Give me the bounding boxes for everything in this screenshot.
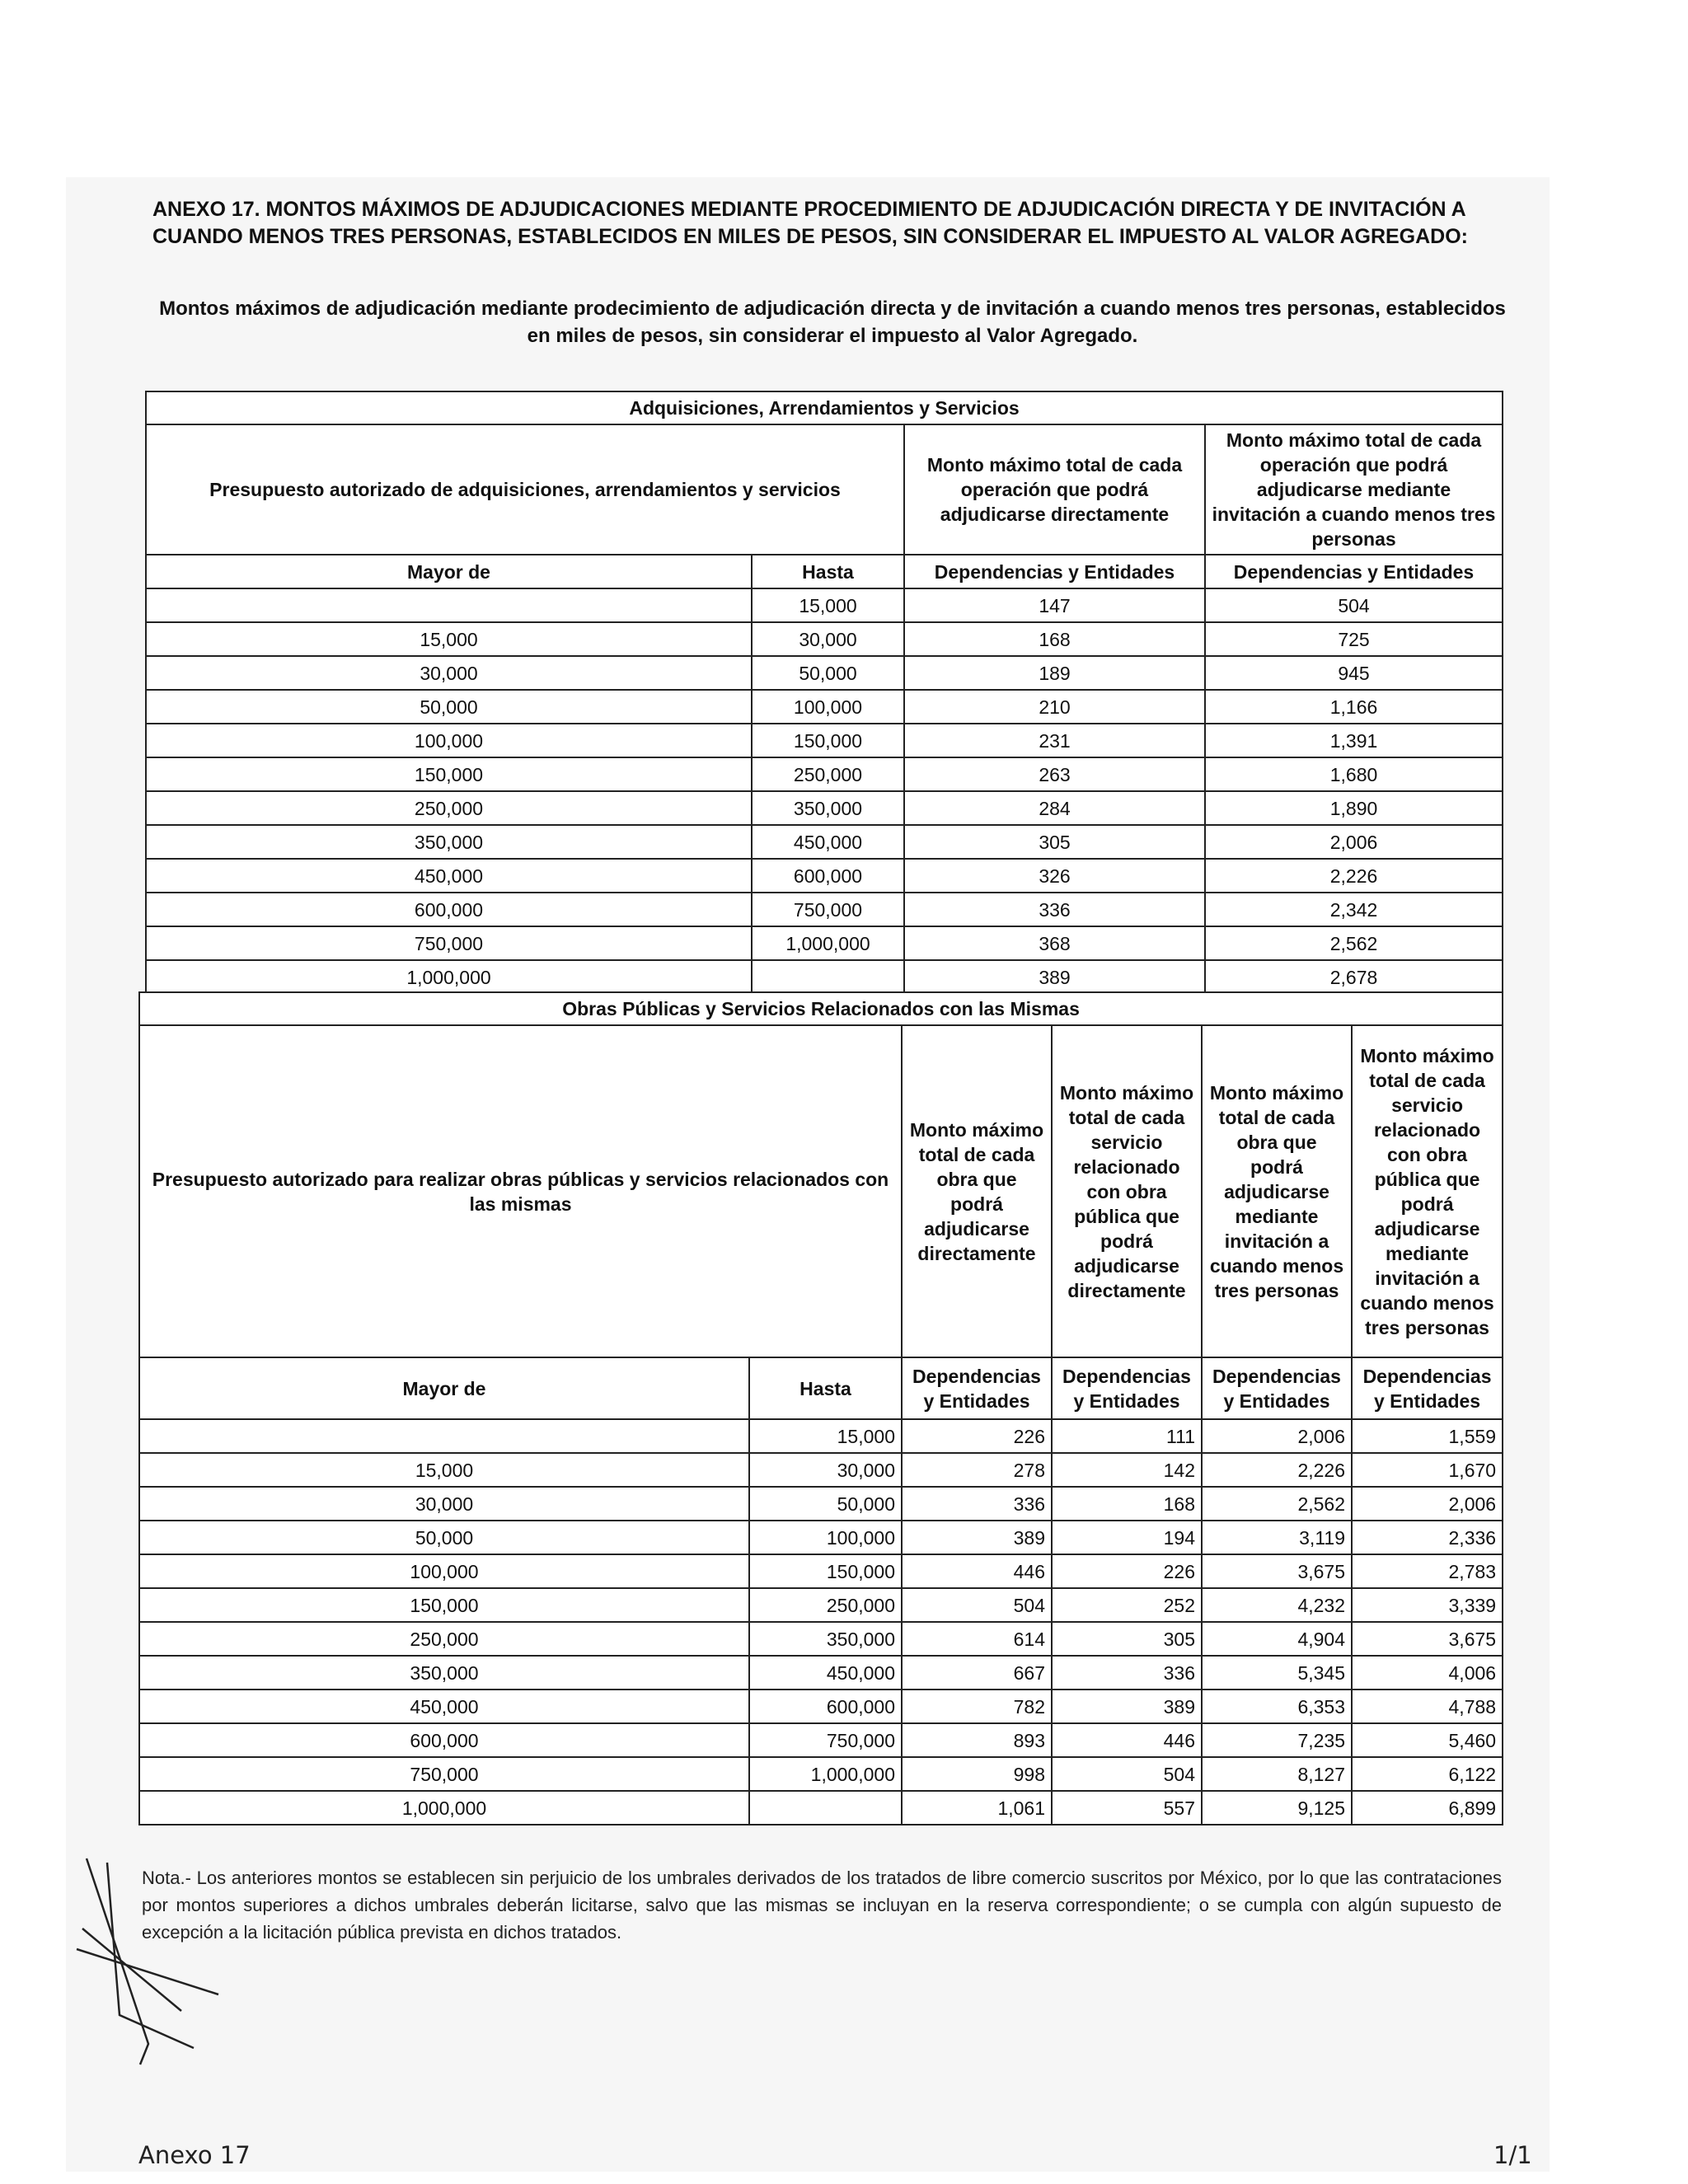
public-works-row-obra-inv-cell: 6,353 <box>1202 1690 1352 1723</box>
public-works-row <box>139 1757 1503 1791</box>
public-works-row-mayor-cell: 15,000 <box>139 1453 749 1487</box>
acquisitions-row-hasta-cell: 350,000 <box>752 791 904 825</box>
public-works-row-obra-inv-cell: 3,119 <box>1202 1521 1352 1554</box>
public-works-row-serv-inv-cell: 5,460 <box>1352 1723 1503 1757</box>
acquisitions-row <box>146 926 1503 960</box>
public-works-row-obra-direct-cell: 226 <box>902 1419 1052 1453</box>
public-works-mayor-de-header: Mayor de <box>139 1357 749 1419</box>
public-works-row <box>139 1723 1503 1757</box>
acquisitions-row-invitation-cell: 2,678 <box>1205 960 1503 994</box>
public-works-row-obra-inv-cell: 7,235 <box>1202 1723 1352 1757</box>
public-works-row <box>139 1622 1503 1656</box>
public-works-hasta-header: Hasta <box>749 1357 902 1419</box>
footer-label: Anexo 17 <box>138 2141 251 2169</box>
acquisitions-row <box>146 757 1503 791</box>
public-works-row-obra-inv-cell: 3,675 <box>1202 1554 1352 1588</box>
public-works-row <box>139 1588 1503 1622</box>
public-works-row-obra-direct-cell: 998 <box>902 1757 1052 1791</box>
acquisitions-row-hasta-cell: 1,000,000 <box>752 926 904 960</box>
acquisitions-row-hasta-cell: 100,000 <box>752 690 904 724</box>
public-works-row-mayor-cell: 150,000 <box>139 1588 749 1622</box>
public-works-row-obra-inv-cell: 2,562 <box>1202 1487 1352 1521</box>
public-works-row-mayor-cell: 30,000 <box>139 1487 749 1521</box>
acquisitions-row-invitation-cell: 1,391 <box>1205 724 1503 757</box>
public-works-row-hasta-cell: 350,000 <box>749 1622 902 1656</box>
acquisitions-row-invitation-cell: 2,226 <box>1205 859 1503 893</box>
acquisitions-row <box>146 791 1503 825</box>
public-works-row-hasta-cell <box>749 1791 902 1825</box>
public-works-row-obra-inv-cell: 8,127 <box>1202 1757 1352 1791</box>
public-works-row-hasta-cell: 750,000 <box>749 1723 902 1757</box>
acquisitions-row-mayor-cell: 150,000 <box>146 757 752 791</box>
public-works-row-mayor-cell: 600,000 <box>139 1723 749 1757</box>
acquisitions-row-hasta-cell: 15,000 <box>752 588 904 622</box>
acquisitions-row-direct-cell: 189 <box>904 656 1205 690</box>
acquisitions-row-invitation-cell: 725 <box>1205 622 1503 656</box>
acquisitions-row <box>146 825 1503 859</box>
public-works-row-hasta-cell: 450,000 <box>749 1656 902 1690</box>
acquisitions-row-hasta-cell: 150,000 <box>752 724 904 757</box>
service-direct-entities-header: Dependencias y Entidades <box>1052 1357 1202 1419</box>
document-subtitle: Montos máximos de adjudicación mediante prodecimiento de adjudicación directa y de invitación a cuando menos tres personas, establecidos en miles de pesos, sin considerar el impuesto al Valor Agregado. <box>159 298 1506 347</box>
public-works-row-obra-direct-cell: 446 <box>902 1554 1052 1588</box>
acquisitions-row <box>146 893 1503 926</box>
acquisitions-row <box>146 622 1503 656</box>
public-works-row-obra-direct-cell: 504 <box>902 1588 1052 1622</box>
acquisitions-row-direct-cell: 210 <box>904 690 1205 724</box>
public-works-row-obra-direct-cell: 782 <box>902 1690 1052 1723</box>
acquisitions-row-invitation-cell: 2,562 <box>1205 926 1503 960</box>
public-works-row <box>139 1656 1503 1690</box>
footnote: Nota.- Los anteriores montos se establecen sin perjuicio de los umbrales derivados de los tratados de libre comercio suscritos por México, por lo que las contrataciones por montos superiores a dichos umbrales deberán licitarse, salvo que las mismas se incluyan en la reserva correspondiente; o se cumpla con algún supuesto de excepción a la licitación pública prevista en dichos tratados. <box>142 1868 1502 1943</box>
acquisitions-row-direct-cell: 368 <box>904 926 1205 960</box>
acquisitions-invitation-header: Monto máximo total de cada operación que podrá adjudicarse mediante invitación a cuando menos tres personas <box>1205 424 1503 555</box>
public-works-row-serv-inv-cell: 4,006 <box>1352 1656 1503 1690</box>
service-invitation-entities-header: Dependencias y Entidades <box>1352 1357 1503 1419</box>
acquisitions-row-direct-cell: 231 <box>904 724 1205 757</box>
public-works-row-mayor-cell: 350,000 <box>139 1656 749 1690</box>
public-works-row-obra-direct-cell: 336 <box>902 1487 1052 1521</box>
public-works-row-obra-inv-cell: 9,125 <box>1202 1791 1352 1825</box>
acquisitions-row-mayor-cell: 250,000 <box>146 791 752 825</box>
public-works-row-obra-direct-cell: 614 <box>902 1622 1052 1656</box>
acquisitions-invitation-entities-header: Dependencias y Entidades <box>1205 555 1503 588</box>
public-works-row <box>139 1554 1503 1588</box>
acquisitions-row-direct-cell: 336 <box>904 893 1205 926</box>
acquisitions-row-invitation-cell: 945 <box>1205 656 1503 690</box>
public-works-row-obra-inv-cell: 4,904 <box>1202 1622 1352 1656</box>
public-works-row-serv-inv-cell: 2,006 <box>1352 1487 1503 1521</box>
acquisitions-row-hasta-cell: 600,000 <box>752 859 904 893</box>
public-works-row-serv-direct-cell: 305 <box>1052 1622 1202 1656</box>
public-works-row-serv-direct-cell: 194 <box>1052 1521 1202 1554</box>
acquisitions-row-mayor-cell: 750,000 <box>146 926 752 960</box>
acquisitions-row <box>146 859 1503 893</box>
public-works-row-hasta-cell: 250,000 <box>749 1588 902 1622</box>
public-works-row-serv-direct-cell: 226 <box>1052 1554 1202 1588</box>
public-works-row-hasta-cell: 15,000 <box>749 1419 902 1453</box>
public-works-row-mayor-cell: 450,000 <box>139 1690 749 1723</box>
public-works-row-serv-direct-cell: 336 <box>1052 1656 1202 1690</box>
public-works-row-hasta-cell: 30,000 <box>749 1453 902 1487</box>
acquisitions-row-mayor-cell: 50,000 <box>146 690 752 724</box>
public-works-row-hasta-cell: 1,000,000 <box>749 1757 902 1791</box>
obra-direct-entities-header: Dependencias y Entidades <box>902 1357 1052 1419</box>
service-invitation-header: Monto máximo total de cada servicio relacionado con obra pública que podrá adjudicarse mediante invitación a cuando menos tres personas <box>1352 1025 1503 1357</box>
acquisitions-row-direct-cell: 263 <box>904 757 1205 791</box>
public-works-row-serv-inv-cell: 1,670 <box>1352 1453 1503 1487</box>
public-works-table <box>138 991 1503 1825</box>
public-works-section-title: Obras Públicas y Servicios Relacionados con las Mismas <box>139 992 1503 1025</box>
public-works-row <box>139 1690 1503 1723</box>
acquisitions-row-mayor-cell: 30,000 <box>146 656 752 690</box>
public-works-budget-header: Presupuesto autorizado para realizar obras públicas y servicios relacionados con las mismas <box>139 1025 902 1357</box>
acquisitions-row-direct-cell: 168 <box>904 622 1205 656</box>
public-works-row-serv-direct-cell: 504 <box>1052 1757 1202 1791</box>
obra-invitation-entities-header: Dependencias y Entidades <box>1202 1357 1352 1419</box>
public-works-row-hasta-cell: 150,000 <box>749 1554 902 1588</box>
public-works-row-serv-inv-cell: 2,336 <box>1352 1521 1503 1554</box>
public-works-row-obra-inv-cell: 4,232 <box>1202 1588 1352 1622</box>
public-works-row <box>139 1521 1503 1554</box>
acquisitions-row-invitation-cell: 2,006 <box>1205 825 1503 859</box>
public-works-row-mayor-cell: 250,000 <box>139 1622 749 1656</box>
public-works-row-serv-direct-cell: 557 <box>1052 1791 1202 1825</box>
acquisitions-row <box>146 656 1503 690</box>
public-works-row-mayor-cell: 100,000 <box>139 1554 749 1588</box>
document-title: ANEXO 17. MONTOS MÁXIMOS DE ADJUDICACIONES MEDIANTE PROCEDIMIENTO DE ADJUDICACIÓN DIRECTA Y DE INVITACIÓN A CUANDO MENOS TRES PERSONAS, ESTABLECIDOS EN MILES DE PESOS, SIN CONSIDERAR EL IMPUESTO AL VALOR AGREGADO: <box>152 198 1469 248</box>
acquisitions-row-hasta-cell: 750,000 <box>752 893 904 926</box>
acquisitions-row-mayor-cell: 15,000 <box>146 622 752 656</box>
acquisitions-row-direct-cell: 326 <box>904 859 1205 893</box>
acquisitions-row-direct-cell: 305 <box>904 825 1205 859</box>
acquisitions-row-mayor-cell: 600,000 <box>146 893 752 926</box>
public-works-row <box>139 1453 1503 1487</box>
obra-direct-header: Monto máximo total de cada obra que podrá adjudicarse directamente <box>902 1025 1052 1357</box>
acquisitions-row-hasta-cell <box>752 960 904 994</box>
public-works-row-hasta-cell: 600,000 <box>749 1690 902 1723</box>
acquisitions-row <box>146 960 1503 994</box>
public-works-row-serv-inv-cell: 1,559 <box>1352 1419 1503 1453</box>
public-works-row-serv-direct-cell: 389 <box>1052 1690 1202 1723</box>
acquisitions-direct-header: Monto máximo total de cada operación que podrá adjudicarse directamente <box>904 424 1205 555</box>
public-works-row-obra-direct-cell: 278 <box>902 1453 1052 1487</box>
acquisitions-row-invitation-cell: 1,680 <box>1205 757 1503 791</box>
public-works-row-serv-direct-cell: 142 <box>1052 1453 1202 1487</box>
acquisitions-row <box>146 690 1503 724</box>
public-works-row-serv-inv-cell: 6,899 <box>1352 1791 1503 1825</box>
public-works-row-serv-inv-cell: 3,339 <box>1352 1588 1503 1622</box>
public-works-row-mayor-cell: 750,000 <box>139 1757 749 1791</box>
acquisitions-direct-entities-header: Dependencias y Entidades <box>904 555 1205 588</box>
acquisitions-row-invitation-cell: 504 <box>1205 588 1503 622</box>
public-works-row-serv-inv-cell: 6,122 <box>1352 1757 1503 1791</box>
public-works-row-obra-direct-cell: 667 <box>902 1656 1052 1690</box>
acquisitions-row-invitation-cell: 2,342 <box>1205 893 1503 926</box>
public-works-row-hasta-cell: 100,000 <box>749 1521 902 1554</box>
acquisitions-row-mayor-cell: 350,000 <box>146 825 752 859</box>
public-works-row <box>139 1487 1503 1521</box>
public-works-row-mayor-cell <box>139 1419 749 1453</box>
public-works-row-obra-inv-cell: 5,345 <box>1202 1656 1352 1690</box>
acquisitions-row-mayor-cell: 1,000,000 <box>146 960 752 994</box>
acquisitions-row-invitation-cell: 1,890 <box>1205 791 1503 825</box>
acquisitions-row-direct-cell: 147 <box>904 588 1205 622</box>
acquisitions-mayor-de-header: Mayor de <box>146 555 752 588</box>
acquisitions-row <box>146 724 1503 757</box>
acquisitions-hasta-header: Hasta <box>752 555 904 588</box>
public-works-row-mayor-cell: 50,000 <box>139 1521 749 1554</box>
acquisitions-row-mayor-cell: 100,000 <box>146 724 752 757</box>
public-works-row-serv-direct-cell: 446 <box>1052 1723 1202 1757</box>
public-works-row-obra-inv-cell: 2,006 <box>1202 1419 1352 1453</box>
public-works-row-serv-direct-cell: 252 <box>1052 1588 1202 1622</box>
public-works-row-obra-direct-cell: 893 <box>902 1723 1052 1757</box>
public-works-row <box>139 1419 1503 1453</box>
page-number: 1/1 <box>1493 2141 1532 2169</box>
acquisitions-row-direct-cell: 389 <box>904 960 1205 994</box>
acquisitions-table <box>145 391 1503 995</box>
public-works-row-serv-direct-cell: 111 <box>1052 1419 1202 1453</box>
public-works-row-obra-inv-cell: 2,226 <box>1202 1453 1352 1487</box>
public-works-row-serv-inv-cell: 3,675 <box>1352 1622 1503 1656</box>
acquisitions-section-title: Adquisiciones, Arrendamientos y Servicios <box>146 391 1503 424</box>
public-works-row-hasta-cell: 50,000 <box>749 1487 902 1521</box>
acquisitions-row-hasta-cell: 450,000 <box>752 825 904 859</box>
acquisitions-row-mayor-cell: 450,000 <box>146 859 752 893</box>
acquisitions-row-invitation-cell: 1,166 <box>1205 690 1503 724</box>
acquisitions-row-hasta-cell: 250,000 <box>752 757 904 791</box>
acquisitions-row-hasta-cell: 30,000 <box>752 622 904 656</box>
public-works-row-obra-direct-cell: 389 <box>902 1521 1052 1554</box>
acquisitions-row-hasta-cell: 50,000 <box>752 656 904 690</box>
public-works-row-obra-direct-cell: 1,061 <box>902 1791 1052 1825</box>
acquisitions-row <box>146 588 1503 622</box>
acquisitions-budget-header: Presupuesto autorizado de adquisiciones, arrendamientos y servicios <box>146 424 904 555</box>
public-works-row-serv-inv-cell: 4,788 <box>1352 1690 1503 1723</box>
public-works-row-serv-direct-cell: 168 <box>1052 1487 1202 1521</box>
acquisitions-row-direct-cell: 284 <box>904 791 1205 825</box>
public-works-row-serv-inv-cell: 2,783 <box>1352 1554 1503 1588</box>
service-direct-header: Monto máximo total de cada servicio relacionado con obra pública que podrá adjudicarse directamente <box>1052 1025 1202 1357</box>
public-works-row-mayor-cell: 1,000,000 <box>139 1791 749 1825</box>
obra-invitation-header: Monto máximo total de cada obra que podrá adjudicarse mediante invitación a cuando menos tres personas <box>1202 1025 1352 1357</box>
acquisitions-row-mayor-cell <box>146 588 752 622</box>
public-works-row <box>139 1791 1503 1825</box>
